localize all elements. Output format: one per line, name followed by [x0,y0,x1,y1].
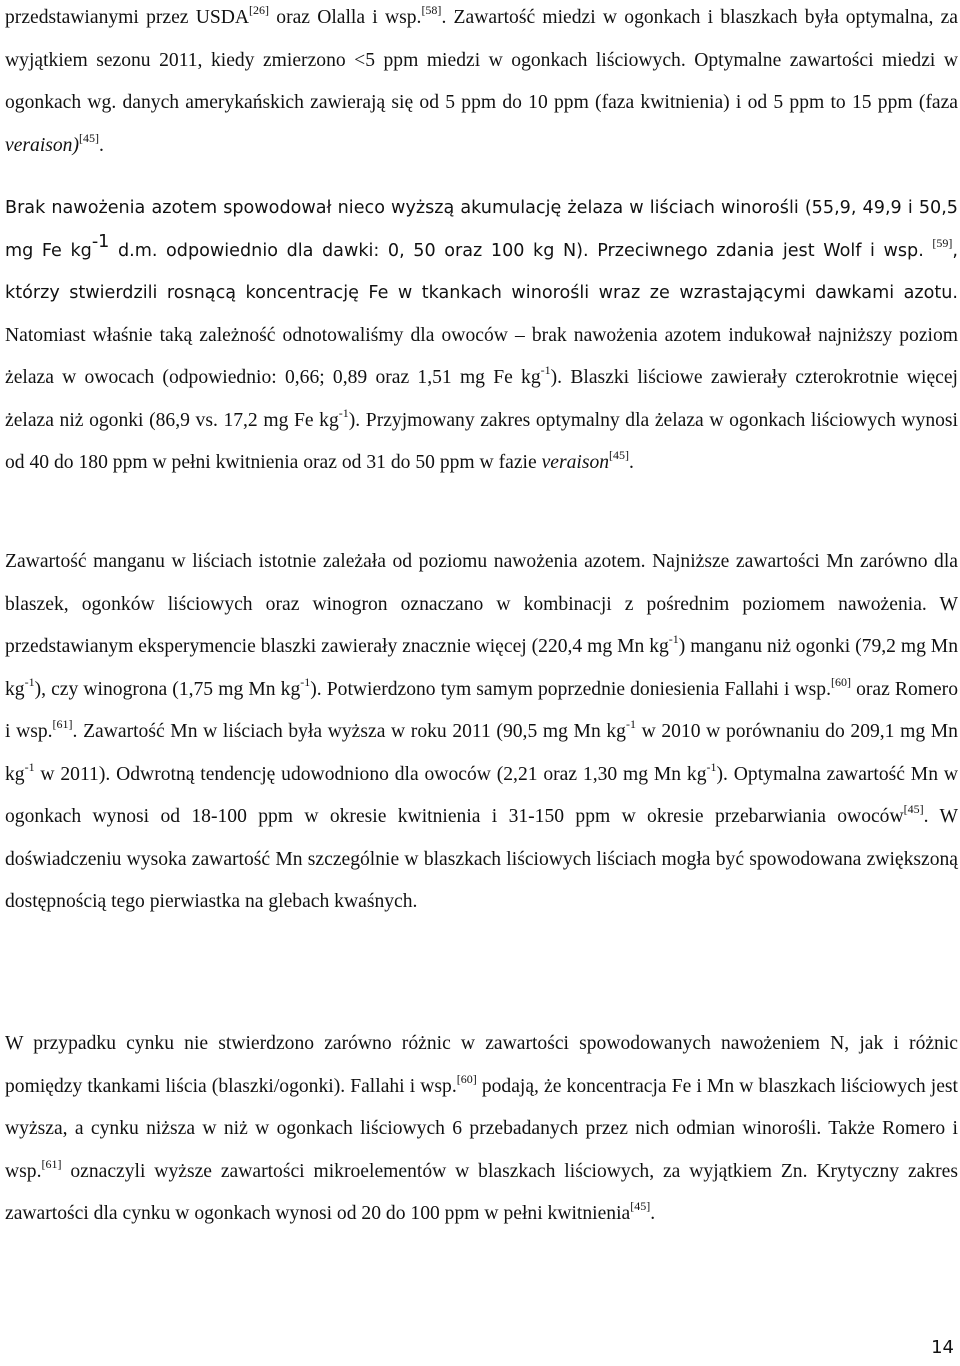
text-run: Zawartość manganu w liściach istotnie zależała od poziomu nawożenia azotem. Najniższe zawartości Mn zarówno dla blaszek, ogonków liściowych oraz winogron oznaczano w kombinacji z pośrednim poziomem nawożenia. W przedstawianym eksperymencie blaszki zawierały znacznie więcej (220,4 mg Mn kg [5,551,958,657]
text-run: ). Przyjmowany zakres optymalny dla żelaza w ogonkach liściowych wynosi od 40 do 180 ppm w pełni kwitnienia oraz od 31 do 50 ppm w fazie [5,409,958,473]
text-run: . Zawartość miedzi w ogonkach i blaszkach była optymalna, za wyjątkiem sezonu 2011, kiedy zmierzono <5 ppm miedzi w ogonkach liściowych. Optymalne zawartości miedzi w ogonkach wg. danych amerykańskich zawierają się od 5 ppm do 10 ppm (faza kwitnienia) i od 5 ppm to 15 ppm (faza [5,7,958,113]
text-run: podają, że koncentracja Fe i Mn w blaszkach liściowych jest wyższa, a cynku niższa w niż w ogonkach liściowych 6 przebadanych przez nich odmian winorośli. Także Romero i wsp. [5,1075,958,1182]
citation-ref: [60] [830,674,851,689]
text-run: . Zawartość Mn w liściach była wyższa w roku 2011 (90,5 mg Mn kg [72,721,626,742]
text-run: ) manganu niż ogonki (79,2 mg Mn kg [5,636,958,700]
unit-exponent: -1 [338,405,349,420]
unit-exponent: -1 [540,363,551,377]
unit-exponent: -1 [24,759,35,774]
text-run: ). Blaszki liściowe zawierały czterokrotnie więcej żelaza niż ogonki (86,9 vs. 17,2 mg Fe kg [5,367,958,431]
text-run: , którzy stwierdzili rosnącą koncentrację Fe w tkankach winorośli wraz ze wzrastającymi dawkami azotu. [5,240,958,303]
text-run: ). Potwierdzono tym samym poprzednie doniesienia Fallahi i wsp. [310,678,831,700]
citation-ref: [58] [421,3,442,17]
paragraph-copper [5,0,958,167]
unit-exponent: -1 [91,231,110,252]
unit-exponent: -1 [668,632,679,646]
text-run: ). Optymalna zawartość Mn w ogonkach wynosi od 18-100 ppm w okresie kwitnienia i 31-150 ppm w okresie przebarwiania owoców [5,763,958,827]
citation-ref: [45] [79,130,100,145]
text-run: oznaczyli wyższe zawartości mikroelementów w blaszkach liściowych, za wyjątkiem Zn. Krytyczny zakres zawartości dla cynku w ogonkach wynosi od 20 do 100 ppm w pełni kwitnienia [5,1160,958,1224]
text-run: Natomiast właśnie taką zależność odnotowaliśmy dla owoców – brak nawożenia azotem indukował najniższy poziom żelaza w owocach (odpowiednio: 0,66; 0,89 oraz 1,51 mg Fe kg [5,324,958,388]
text-run: przedstawianymi przez USDA [5,7,250,28]
paragraph-manganese [5,541,958,924]
page-number: 14 [931,1337,954,1358]
unit-exponent: -1 [625,717,636,731]
citation-ref: [61] [52,717,73,731]
unit-exponent: -1 [706,759,717,774]
italic-term: veraison [541,452,610,473]
text-run: . [650,1203,656,1224]
text-run: w 2011). Odwrotną tendencję udowodniono dla owoców (2,21 oraz 1,30 mg Mn kg [34,763,707,785]
paragraph-zinc [5,1023,958,1236]
unit-exponent: -1 [24,674,35,689]
unit-exponent: -1 [300,674,311,689]
text-run: W przypadku cynku nie stwierdzono zarówno różnic w zawartości spowodowanych nawożeniem N, jak i różnic pomiędzy tkankami liścia (blaszki/ogonki). Fallahi i wsp. [5,1033,958,1097]
paragraph-iron [5,187,958,485]
citation-ref: [45] [903,802,924,816]
text-run: oraz Romero i wsp. [5,678,958,742]
citation-ref: [61] [41,1156,62,1171]
citation-ref: [59] [932,235,953,250]
text-run: w 2010 w porównaniu do 209,1 mg Mn kg [5,721,958,785]
citation-ref: [45] [609,448,630,462]
citation-ref: [60] [456,1071,477,1086]
italic-term: veraison) [5,134,80,156]
text-run: d.m. odpowiednio dla dawki: 0, 50 oraz 100 kg N). Przeciwnego zdania jest Wolf i wsp. [109,240,933,261]
text-run: ), czy winogrona (1,75 mg Mn kg [34,678,301,700]
text-run: . W doświadczeniu wysoka zawartość Mn szczególnie w blaszkach liściowych liściach mogła być spowodowana zwiększoną dostępnością tego pierwiastka na glebach kwaśnych. [5,806,959,912]
text-run: . [99,134,104,156]
text-run: oraz Olalla i wsp. [269,7,422,28]
citation-ref: [26] [249,3,270,17]
text-run: Brak nawożenia azotem spowodował nieco wyższą akumulację żelaza w liściach winorośli (55,9, 49,9 i 50,5 mg Fe kg [5,198,958,261]
citation-ref: [45] [630,1199,651,1213]
text-run: . [629,452,634,473]
